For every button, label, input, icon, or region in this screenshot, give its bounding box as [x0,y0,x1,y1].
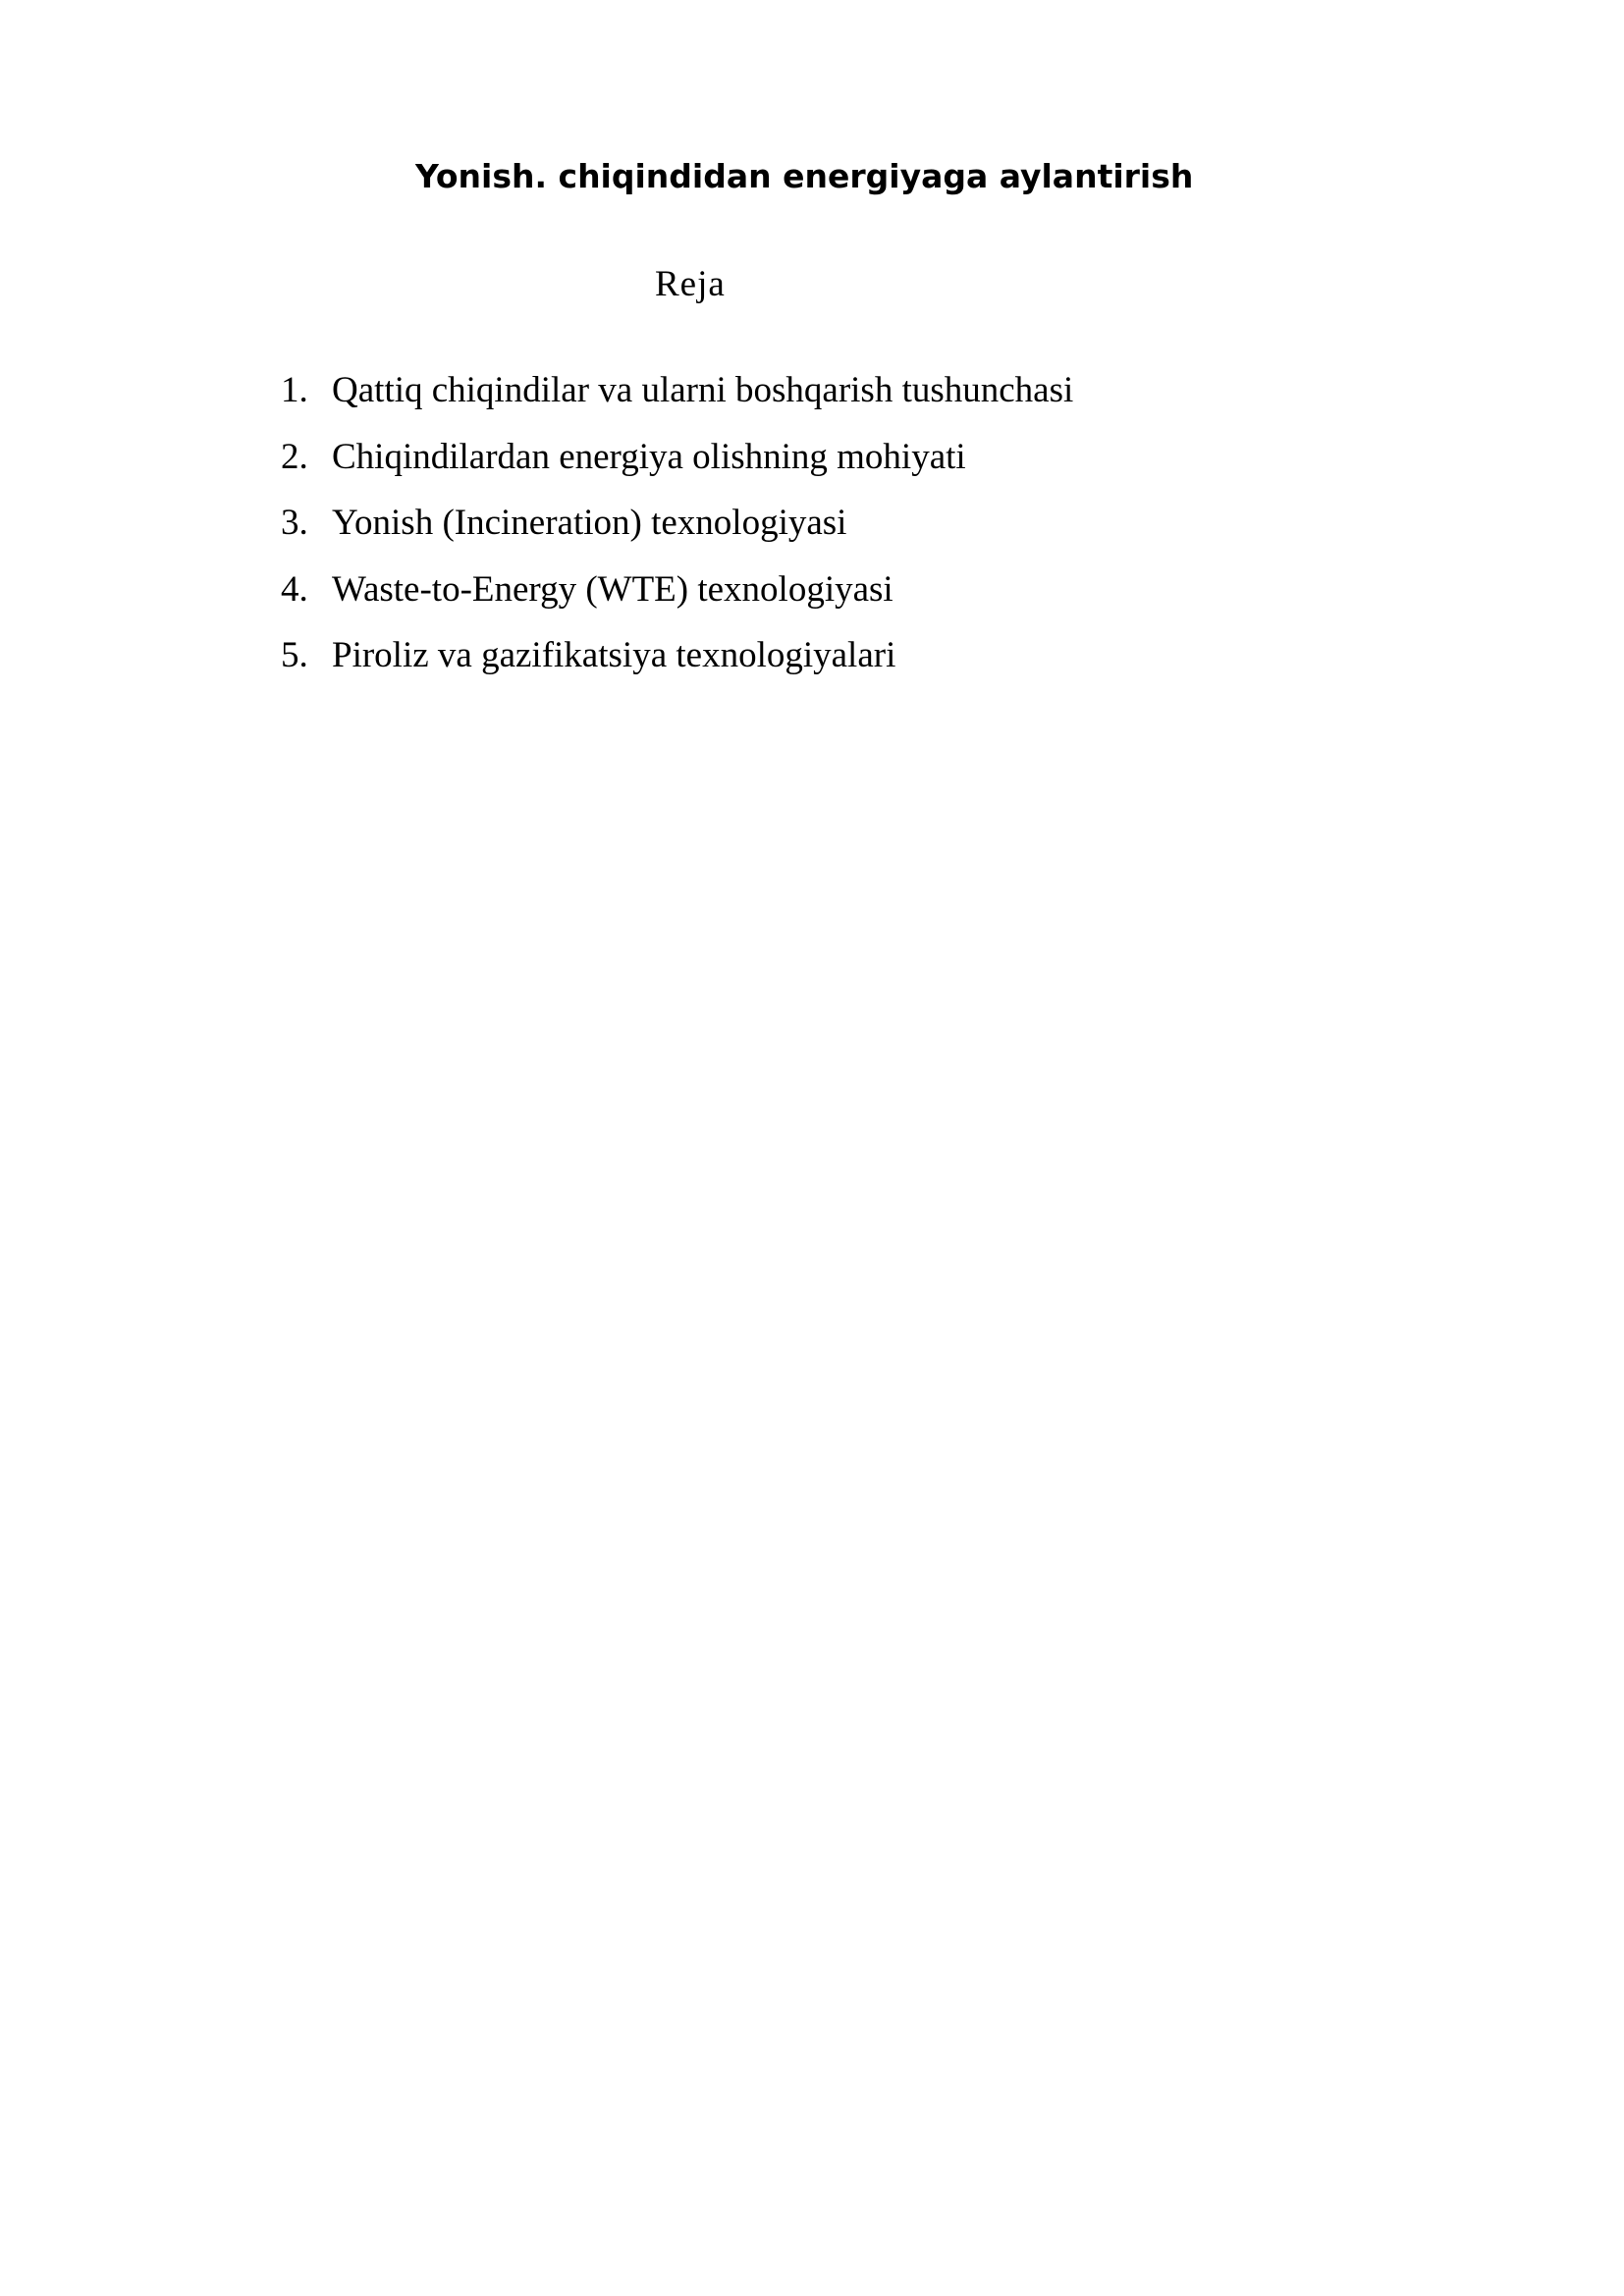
plan-item-3 [281,500,1073,566]
plan-list [281,367,1073,699]
plan-item-2 [281,434,1073,501]
plan-item-1 [281,367,1073,434]
plan-item-number: 4. [281,568,308,610]
plan-item-text: Qattiq chiqindilar va ularni boshqarish tushunchasi [332,370,1074,410]
plan-item-number: 5. [281,635,308,675]
document-title: Yonish. chiqindidan energiyaga aylantirish [415,157,1194,195]
plan-heading: Reja [655,264,726,304]
plan-item-text: Chiqindilardan energiya olishning mohiyati [332,436,966,477]
plan-item-4 [281,566,1073,633]
plan-item-5 [281,632,1073,699]
plan-item-number: 2. [281,436,308,477]
plan-item-number: 3. [281,503,308,543]
plan-item-text: Yonish (Incineration) texnologiyasi [332,503,847,543]
plan-item-number: 1. [281,370,308,410]
plan-item-text: Piroliz va gazifikatsiya texnologiyalari [332,635,896,675]
plan-item-text: Waste-to-Energy (WTE) texnologiyasi [332,568,893,610]
